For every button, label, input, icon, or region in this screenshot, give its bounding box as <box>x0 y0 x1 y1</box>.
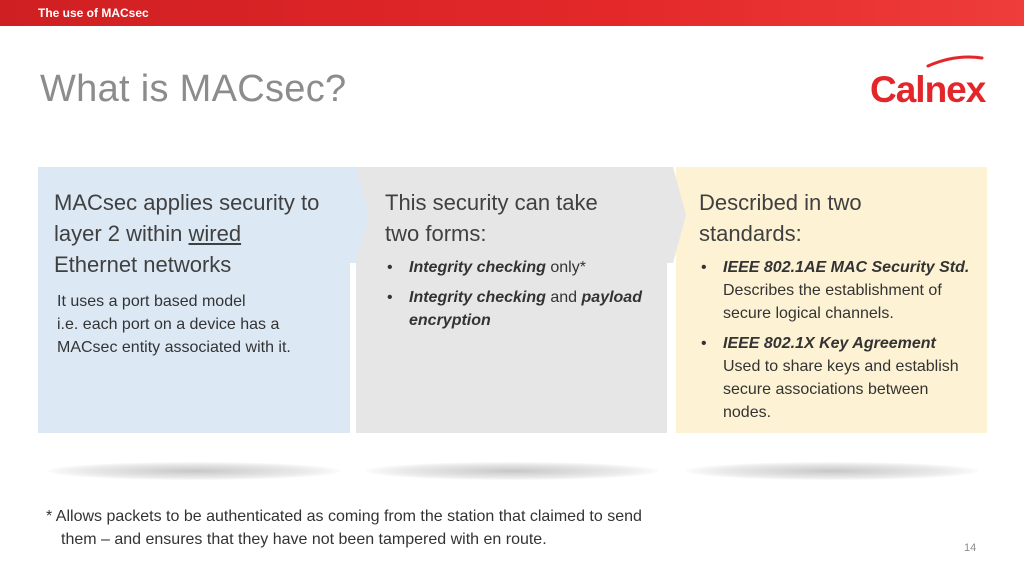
panel1-heading <box>54 187 324 280</box>
logo-text: Calnex <box>870 69 986 106</box>
list-item: • IEEE 802.1X Key Agreement Used to share keys and establish secure associations between nodes. <box>701 335 959 421</box>
bullet-bold-text: Integrity checking <box>409 259 546 276</box>
bullet-bold-text: IEEE 802.1AE MAC Security Std. <box>723 259 970 276</box>
footnote-line: them – and ensures that they have not been tampered with en route. <box>61 531 547 548</box>
bullet-bold-text: Integrity checking <box>409 289 546 306</box>
panel1-heading-underlined: wired <box>188 221 242 246</box>
panel3-bullet-list <box>699 256 979 424</box>
panel1-desc-line: MACsec entity associated with it. <box>57 339 291 356</box>
bullet-text: Used to share keys and establish secure associations between nodes. <box>723 358 959 421</box>
calnex-logo <box>870 52 988 106</box>
page-title: What is MACsec? <box>40 68 347 110</box>
panel1-heading-text: MACsec applies security to layer 2 within <box>54 190 320 246</box>
panel2-bullet-list <box>385 256 645 332</box>
panel-arrow-2 <box>666 167 686 433</box>
panel1-shadow <box>48 462 340 480</box>
panel-arrow-1 <box>349 167 369 433</box>
list-item: • IEEE 802.1AE MAC Security Std. Describes the establishment of secure logical channels. <box>701 259 970 322</box>
footnote <box>46 505 746 551</box>
panel2-heading: This security can take two forms: <box>385 190 598 246</box>
bullet-bold-text: IEEE 802.1X Key Agreement <box>723 335 936 352</box>
panel1-desc-line: It uses a port based model <box>57 293 246 310</box>
section-title: The use of MACsec <box>38 6 149 20</box>
page-number: 14 <box>964 542 977 554</box>
panel3-heading: Described in two standards: <box>699 190 862 246</box>
bullet-text: only* <box>545 259 586 276</box>
panel1-heading-text-end: Ethernet networks <box>54 252 232 277</box>
panel2-shadow <box>366 462 658 480</box>
top-bar <box>0 0 1024 26</box>
bullet-text: and <box>545 289 582 306</box>
footnote-line: * Allows packets to be authenticated as coming from the station that claimed to send <box>46 508 642 525</box>
list-item: • Integrity checking only* <box>387 259 586 276</box>
panel1-description <box>57 290 337 359</box>
panel3-shadow <box>686 462 978 480</box>
list-item: • Integrity checking and payload encryption <box>387 289 642 329</box>
bullet-bold-text: payload encryption <box>409 289 642 329</box>
panel1-desc-line: i.e. each port on a device has a <box>57 316 280 333</box>
bullet-text: Describes the establishment of secure logical channels. <box>723 282 942 322</box>
